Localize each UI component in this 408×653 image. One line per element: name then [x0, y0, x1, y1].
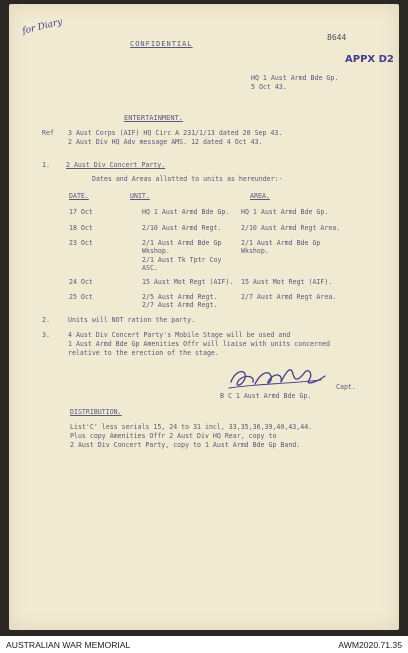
column-header-date: DATE.: [69, 192, 89, 200]
table-row-area: Wkshop.: [241, 247, 269, 255]
archive-reference: AWM2020.71.35: [338, 640, 402, 650]
handwritten-ref-code: APPX D2: [345, 54, 394, 65]
document-title: ENTERTAINMENT.: [124, 114, 184, 122]
archive-name: AUSTRALIAN WAR MEMORIAL: [6, 640, 131, 650]
table-row-area: HQ 1 Aust Armd Bde Gp.: [241, 208, 329, 216]
table-row-date: 18 Oct: [69, 224, 93, 232]
document-page: [9, 4, 399, 630]
distribution-heading: DISTRIBUTION.: [70, 408, 122, 416]
handwritten-signature: [225, 362, 331, 394]
table-row-unit: ASC.: [142, 264, 158, 272]
table-row-date: 23 Oct: [69, 239, 93, 247]
ref-line-2: 2 Aust Div HQ Adv message AMS. 12 dated 4 Oct 43.: [68, 138, 263, 146]
section-2-text: Units will NOT ration the party.: [68, 316, 196, 324]
section-3-line: relative to the erection of the stage.: [68, 349, 219, 357]
section-3-number: 3.: [42, 331, 50, 339]
handwritten-note: for Diary: [21, 17, 64, 37]
table-row-unit: 15 Aust Mot Regt (AIF).: [142, 278, 234, 286]
table-row-area: 2/1 Aust Armd Bde Gp: [241, 239, 321, 247]
table-row-area: 2/7 Aust Armd Regt Area.: [241, 293, 337, 301]
distribution-line: List'C' less serials 15, 24 to 31 incl, 33,35,36,39,40,43,44.: [70, 423, 313, 431]
table-row-unit: Wkshop.: [142, 247, 170, 255]
ref-line-1: 3 Aust Corps (AIF) HQ Circ A 231/1/13 dated 20 Sep 43.: [68, 129, 283, 137]
table-row-area: 15 Aust Mot Regt (AIF).: [241, 278, 333, 286]
section-1-number: 1.: [42, 161, 50, 169]
section-3-line: 4 Aust Div Concert Party's Mobile Stage will be used and: [68, 331, 291, 339]
distribution-line: 2 Aust Div Concert Party, copy to 1 Aust Armd Bde Gp Band.: [70, 441, 301, 449]
table-row-unit: 2/1 Aust Armd Bde Gp: [142, 239, 222, 247]
archive-footer: [0, 636, 408, 653]
section-3-line: 1 Aust Armd Bde Gp Amenities Offr will liaise with units concerned: [68, 340, 331, 348]
column-header-unit: UNIT.: [130, 192, 150, 200]
section-2-number: 2.: [42, 316, 50, 324]
stamp-number: 8644: [327, 33, 347, 42]
section-1-heading: 2 Aust Div Concert Party.: [66, 161, 166, 169]
classification-heading: CONFIDENTIAL: [130, 40, 193, 48]
table-row-unit: 2/10 Aust Armd Regt.: [142, 224, 222, 232]
section-1-intro: Dates and Areas allotted to units as hereunder:-: [92, 175, 283, 183]
table-row-unit: 2/1 Aust Tk Tptr Coy: [142, 256, 222, 264]
table-row-unit: HQ 1 Aust Armd Bde Gp.: [142, 208, 230, 216]
table-row-date: 17 Oct: [69, 208, 93, 216]
table-row-unit: 2/7 Aust Armd Regt.: [142, 301, 218, 309]
signature-rank: Capt.: [336, 383, 356, 391]
table-row-date: 24 Oct: [69, 278, 93, 286]
column-header-area: AREA.: [250, 192, 270, 200]
table-row-unit: 2/5 Aust Armd Regt.: [142, 293, 218, 301]
ref-label: Ref: [42, 129, 54, 137]
signature-block: B C 1 Aust Armd Bde Gp.: [220, 392, 312, 400]
from-line: HQ 1 Aust Armd Bde Gp.: [251, 74, 339, 82]
document-date: 5 Oct 43.: [251, 83, 287, 91]
distribution-line: Plus copy Amenities Offr 2 Aust Div HQ Rear, copy to: [70, 432, 277, 440]
table-row-date: 25 Oct: [69, 293, 93, 301]
table-row-area: 2/10 Aust Armd Regt Area.: [241, 224, 341, 232]
